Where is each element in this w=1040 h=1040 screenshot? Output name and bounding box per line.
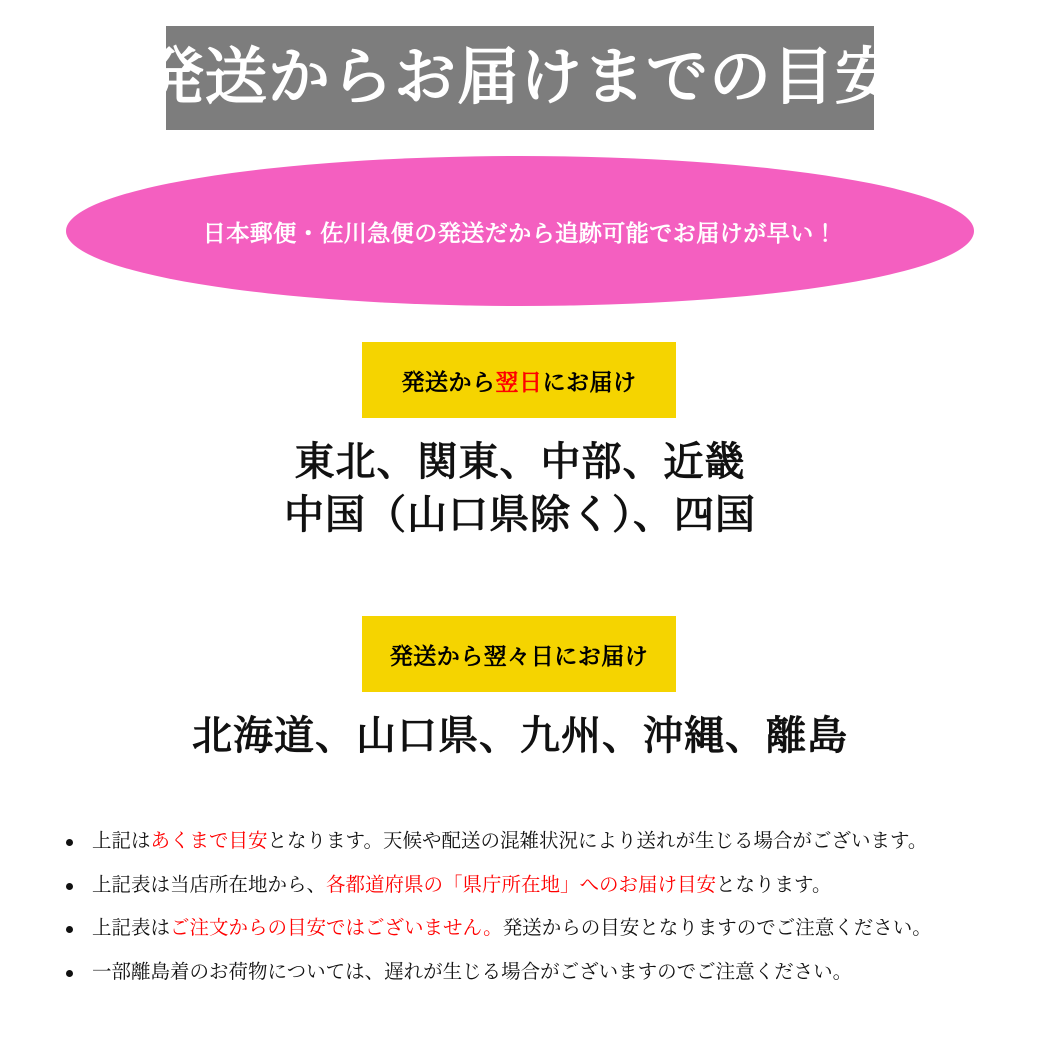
- note-text-segment: 発送からの目安となりますのでご注意ください。: [502, 917, 932, 939]
- two-day-label-highlight: 翌々日: [483, 642, 555, 669]
- next-day-label: [402, 364, 637, 397]
- note-item: [66, 960, 1026, 983]
- note-text-segment: 各都道府県の「県庁所在地」へのお届け目安: [326, 873, 717, 896]
- note-text-segment: となります。天候や配送の混雑状況により送れが生じる場合がございます。: [267, 830, 928, 852]
- next-day-label-suffix: にお届け: [542, 368, 637, 395]
- next-day-region-line-2: 中国（山口県除く）、四国: [284, 492, 756, 537]
- note-text-segment: 上記表は: [92, 917, 171, 939]
- note-text-segment: 一部離島着のお荷物については、遅れが生じる場合がございますのでご注意ください。: [92, 960, 853, 983]
- note-text-segment: ご注文からの目安ではございません。: [170, 917, 503, 939]
- next-day-label-highlight: 翌日: [495, 368, 543, 395]
- next-day-label-box: [362, 342, 676, 418]
- note-text-segment: 上記表は当店所在地から、: [92, 873, 327, 896]
- two-day-label-box: [362, 616, 676, 692]
- page-title: 発送からお届けまでの目安: [142, 43, 899, 112]
- two-day-region-line-1: 北海道、山口県、九州、沖縄、離島: [192, 714, 848, 758]
- next-day-label-prefix: 発送から: [401, 368, 496, 395]
- highlight-ellipse-shape: [66, 156, 974, 306]
- two-day-label-suffix: にお届け: [554, 642, 649, 669]
- two-day-region-list: [0, 710, 1040, 763]
- page-title-banner: [142, 26, 899, 130]
- next-day-region-line-1: 東北、関東、中部、近畿: [294, 440, 746, 484]
- note-text-segment: あくまで目安: [150, 830, 268, 852]
- note-item: [66, 832, 1026, 852]
- highlight-ellipse-text: 日本郵便・佐川急便の発送だから追跡可能でお届けが早い！: [202, 219, 838, 246]
- highlight-ellipse: [66, 156, 974, 306]
- notes-list: [44, 832, 1026, 1006]
- note-text-segment: 上記は: [92, 830, 151, 852]
- note-text-segment: となります。: [716, 873, 832, 896]
- two-day-label-prefix: 発送から: [389, 642, 484, 669]
- two-day-label: [390, 638, 649, 671]
- next-day-region-list: [0, 436, 1040, 542]
- note-item: [66, 919, 1026, 939]
- note-item: [66, 873, 1026, 896]
